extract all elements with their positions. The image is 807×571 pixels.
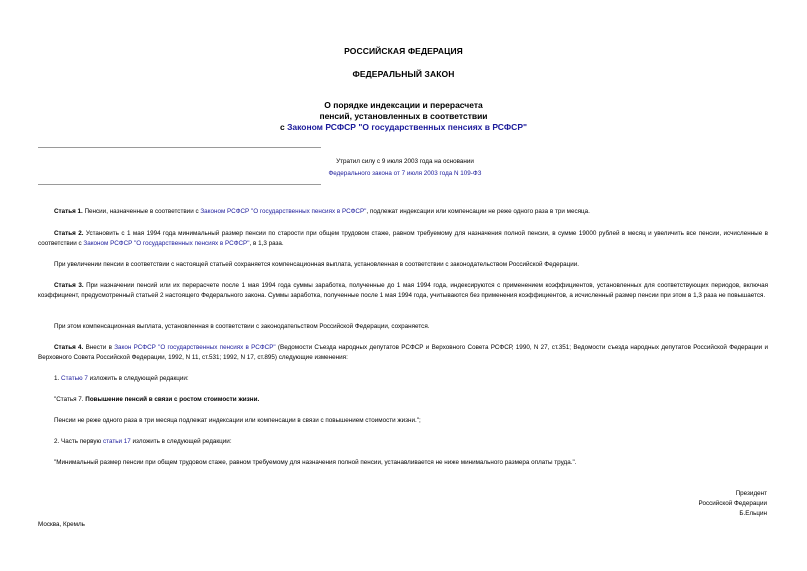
article-2-text-pre: Установить с 1 мая 1994 года минимальный размер пенсии по старости при общем трудовом стаже, равном требуемому для назначения полной пенсии, в сумме 19000 рублей в месяц и увеличить все пенсии, исчисленные в соответствии с bbox=[38, 230, 768, 247]
article-1-text-pre: Пенсии, назначенные в соответствии с bbox=[82, 208, 201, 215]
signature-name: Б.Ельцин bbox=[739, 510, 767, 517]
status-note-text: Утратил силу с 9 июля 2003 года на основании bbox=[336, 158, 474, 165]
article-2-label: Статья 2. bbox=[54, 230, 84, 237]
status-note bbox=[235, 156, 575, 180]
article-1-law-link[interactable]: Законом РСФСР "О государственных пенсиях в РСФСР" bbox=[200, 208, 367, 215]
article-3-paragraph-2: При этом компенсационная выплата, установленная в соответствии с законодательством Российской Федерации, сохраняется. bbox=[54, 323, 430, 330]
article-3-text: При назначении пенсий или их перерасчете после 1 мая 1994 года суммы заработка, полученные до 1 мая 1994 года, индексируются с применением коэффициентов, установленных для соответствующих периодов, включая коэффициент, предусмотренный статьей 2 настоящего Федерального закона. Суммы заработка, полученные после 1 мая 1994 года, учитываются без применения коэффициентов, а исчисленный размер пенсии при этом в 1,3 раза не повышается. bbox=[38, 282, 768, 299]
item-1-quote-body: Пенсии не реже одного раза в три месяца подлежат индексации или компенсации в связи с повышением стоимости жизни."; bbox=[54, 417, 421, 424]
article-2-law-link[interactable]: Законом РСФСР "О государственных пенсиях в РСФСР" bbox=[83, 239, 250, 247]
signature-office: Российской Федерации bbox=[698, 500, 767, 507]
title-line-3 bbox=[0, 122, 807, 133]
repeal-law-link[interactable]: Федерального закона от 7 июля 2003 года N 109-ФЗ bbox=[328, 170, 482, 177]
title-line-1: О порядке индексации и перерасчета bbox=[324, 100, 483, 110]
item-1-quote-heading bbox=[38, 395, 768, 405]
article-4-text-pre: Внести в bbox=[83, 344, 115, 351]
item-2-quote: "Минимальный размер пенсии при общем трудовом стаже, равном требуемому для назначения полной пенсии, устанавливается не ниже минимального размера оплаты труда.". bbox=[54, 459, 577, 466]
law-title bbox=[0, 100, 807, 133]
item-2-text-pre: 2. Часть первую bbox=[54, 438, 104, 445]
doc-type-heading: ФЕДЕРАЛЬНЫЙ ЗАКОН bbox=[352, 69, 455, 79]
divider-bottom bbox=[38, 184, 321, 185]
article-4 bbox=[38, 343, 768, 362]
article-1-text-post: , подлежат индексации или компенсации не реже одного раза в три месяца. bbox=[366, 208, 590, 215]
divider-top bbox=[38, 147, 321, 148]
article-3 bbox=[38, 281, 768, 300]
article-2 bbox=[38, 229, 768, 248]
item-2-text-post: изложить в следующей редакции: bbox=[130, 438, 232, 445]
amendment-item-1 bbox=[38, 374, 768, 384]
item-2-article-link[interactable]: статьи 17 bbox=[103, 438, 131, 445]
signature-title: Президент bbox=[735, 490, 767, 497]
country-heading: РОССИЙСКАЯ ФЕДЕРАЦИЯ bbox=[344, 46, 463, 56]
article-1 bbox=[38, 207, 768, 217]
title-line-2: пенсий, установленных в соответствии bbox=[319, 111, 488, 121]
signing-place: Москва, Кремль bbox=[38, 521, 85, 528]
amendment-item-2 bbox=[38, 437, 768, 447]
quote-article-number: "Статья 7. bbox=[54, 396, 86, 403]
title-prefix: с bbox=[279, 122, 288, 132]
article-2-paragraph-2: При увеличении пенсии в соответствии с настоящей статьей сохраняется компенсационная выплата, установленная в соответствии с законодательством Российской Федерации. bbox=[54, 261, 580, 268]
article-4-label: Статья 4. bbox=[54, 344, 84, 351]
article-3-label: Статья 3. bbox=[54, 282, 84, 289]
title-law-link[interactable]: Законом РСФСР "О государственных пенсиях в РСФСР" bbox=[287, 122, 528, 132]
item-1-article-link[interactable]: Статью 7 bbox=[61, 375, 88, 382]
signature-block bbox=[699, 489, 767, 519]
article-2-text-post: , в 1,3 раза. bbox=[249, 239, 284, 247]
quote-article-title: Повышение пенсий в связи с ростом стоимости жизни. bbox=[85, 396, 260, 403]
article-4-law-link[interactable]: Закон РСФСР "О государственных пенсиях в РСФСР" bbox=[114, 344, 276, 351]
article-1-label: Статья 1. bbox=[54, 208, 83, 215]
item-1-number: 1. bbox=[54, 375, 62, 382]
article-4-text-post: (Ведомости Съезда народных депутатов РСФСР и Верховного Совета РСФСР, 1990, N 27, ст.351; Ведомости съезда народных депутатов Российской Федерации и Верховного Совета Российской Федерации, 1992, N 11, ст.531; 1992, N 17, ст.895) следующие изменения: bbox=[38, 344, 768, 361]
item-1-text: изложить в следующей редакции: bbox=[87, 375, 189, 382]
